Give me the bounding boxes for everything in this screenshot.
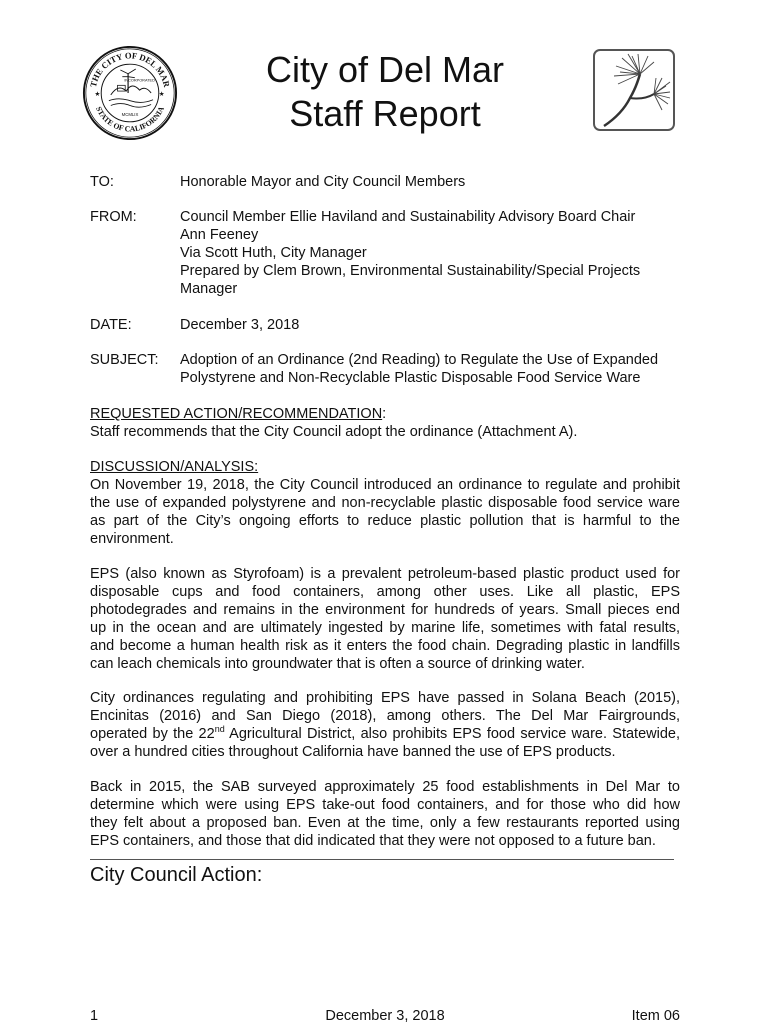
paragraph-line: On November 19, 2018, the City Council introduced an ordinance to regulate and prohibit: [90, 477, 680, 493]
discussion-section: [90, 458, 680, 548]
seal-text-bottom: STATE OF CALIFORNIA: [94, 104, 166, 134]
paragraph-line: EPS (also known as Styrofoam) is a prevalent petroleum-based plastic product used for: [90, 566, 680, 582]
from-line: Prepared by Clem Brown, Environmental Sustainability/Special Projects: [180, 263, 641, 279]
paragraph-line: Back in 2015, the SAB surveyed approximately 25 food establishments in Del Mar to: [90, 779, 680, 795]
footer-date: December 3, 2018: [325, 1008, 445, 1024]
paragraph-line: they felt about a proposed ban. Even at the time, only a few restaurants reported using: [90, 815, 680, 831]
from-label: FROM:: [90, 209, 137, 225]
from-line: Ann Feeney: [180, 227, 259, 243]
paragraph-line: and become a human health risk as it enters the food chain. Degrading plastic in landfills: [90, 638, 680, 654]
requested-action-heading: REQUESTED ACTION/RECOMMENDATION: [90, 406, 383, 422]
date-value: December 3, 2018: [180, 317, 300, 333]
from-line: Manager: [180, 281, 238, 297]
seal-text-center2: MCMLIX: [121, 112, 139, 118]
paragraph-line: Encinitas (2016) and San Diego (2018), among others. The Del Mar Fairgrounds,: [90, 708, 680, 724]
paragraph-line: can leach chemicals into groundwater that is often a source of drinking water.: [90, 656, 585, 672]
footer-item: Item 06: [631, 1008, 680, 1024]
paragraph-line: determine which were using EPS take-out food containers, and for those who did how: [90, 797, 680, 813]
paragraph-line: disposable cups and food containers, among other uses. Like all plastic, EPS: [90, 584, 680, 600]
to-label: TO:: [90, 174, 114, 190]
footer-page-number: 1: [90, 1008, 99, 1024]
requested-action-colon: :: [382, 406, 387, 422]
subject-line: Adoption of an Ordinance (2nd Reading) to Regulate the Use of Expanded: [180, 352, 659, 368]
from-line: Council Member Ellie Haviland and Sustainability Advisory Board Chair: [180, 209, 636, 225]
subject-label: SUBJECT:: [90, 352, 159, 368]
requested-action-text: Staff recommends that the City Council adopt the ordinance (Attachment A).: [90, 424, 578, 440]
discussion-heading: DISCUSSION/ANALYSIS:: [90, 459, 259, 475]
report-title-line2: Staff Report: [289, 93, 481, 134]
seal-text-center1: INCORPORATED: [124, 78, 155, 83]
paragraph-line-part: Agricultural District, also prohibits EPS food service ware. Statewide,: [224, 726, 680, 742]
svg-text:★: ★: [94, 90, 101, 98]
paragraph-eps: [90, 565, 680, 673]
svg-text:★: ★: [158, 90, 165, 98]
to-value: Honorable Mayor and City Council Members: [180, 174, 466, 190]
paragraph-ordinances: [90, 689, 680, 761]
seal-text-top: THE CITY OF DEL MAR: [87, 50, 173, 89]
paragraph-survey: [90, 778, 680, 850]
torrey-pine-logo: [592, 48, 676, 132]
paragraph-line: the use of expanded polystyrene and non-recyclable plastic disposable food service ware: [90, 495, 680, 511]
ordinal-superscript: nd: [214, 724, 225, 735]
report-title-line1: City of Del Mar: [265, 49, 505, 90]
paragraph-line: environment.: [90, 531, 174, 547]
city-council-action-label: City Council Action:: [90, 864, 263, 886]
paragraph-line: as part of the City’s ongoing efforts to reduce plastic pollution that is harmful to the: [90, 513, 680, 529]
from-line: Via Scott Huth, City Manager: [180, 245, 367, 261]
paragraph-line-part: operated by the 22: [90, 726, 215, 742]
paragraph-line: up in the ocean and are ultimately ingested by marine life, sometimes with fatal results,: [90, 620, 680, 636]
paragraph-line: over a hundred cities throughout California have banned the use of EPS products.: [90, 744, 616, 760]
paragraph-line-with-superscript: [90, 725, 680, 743]
paragraph-line: City ordinances regulating and prohibiting EPS have passed in Solana Beach (2015),: [90, 690, 680, 706]
paragraph-line: photodegrades and remains in the environment for hundreds of years. Small pieces end: [90, 602, 680, 618]
requested-action-section: [90, 405, 680, 441]
divider: [90, 859, 674, 860]
paragraph-line: EPS containers, and those that did indicated that they were not opposed to a future ban.: [90, 833, 656, 849]
date-label: DATE:: [90, 317, 132, 333]
subject-line: Polystyrene and Non-Recyclable Plastic Disposable Food Service Ware: [180, 370, 641, 386]
